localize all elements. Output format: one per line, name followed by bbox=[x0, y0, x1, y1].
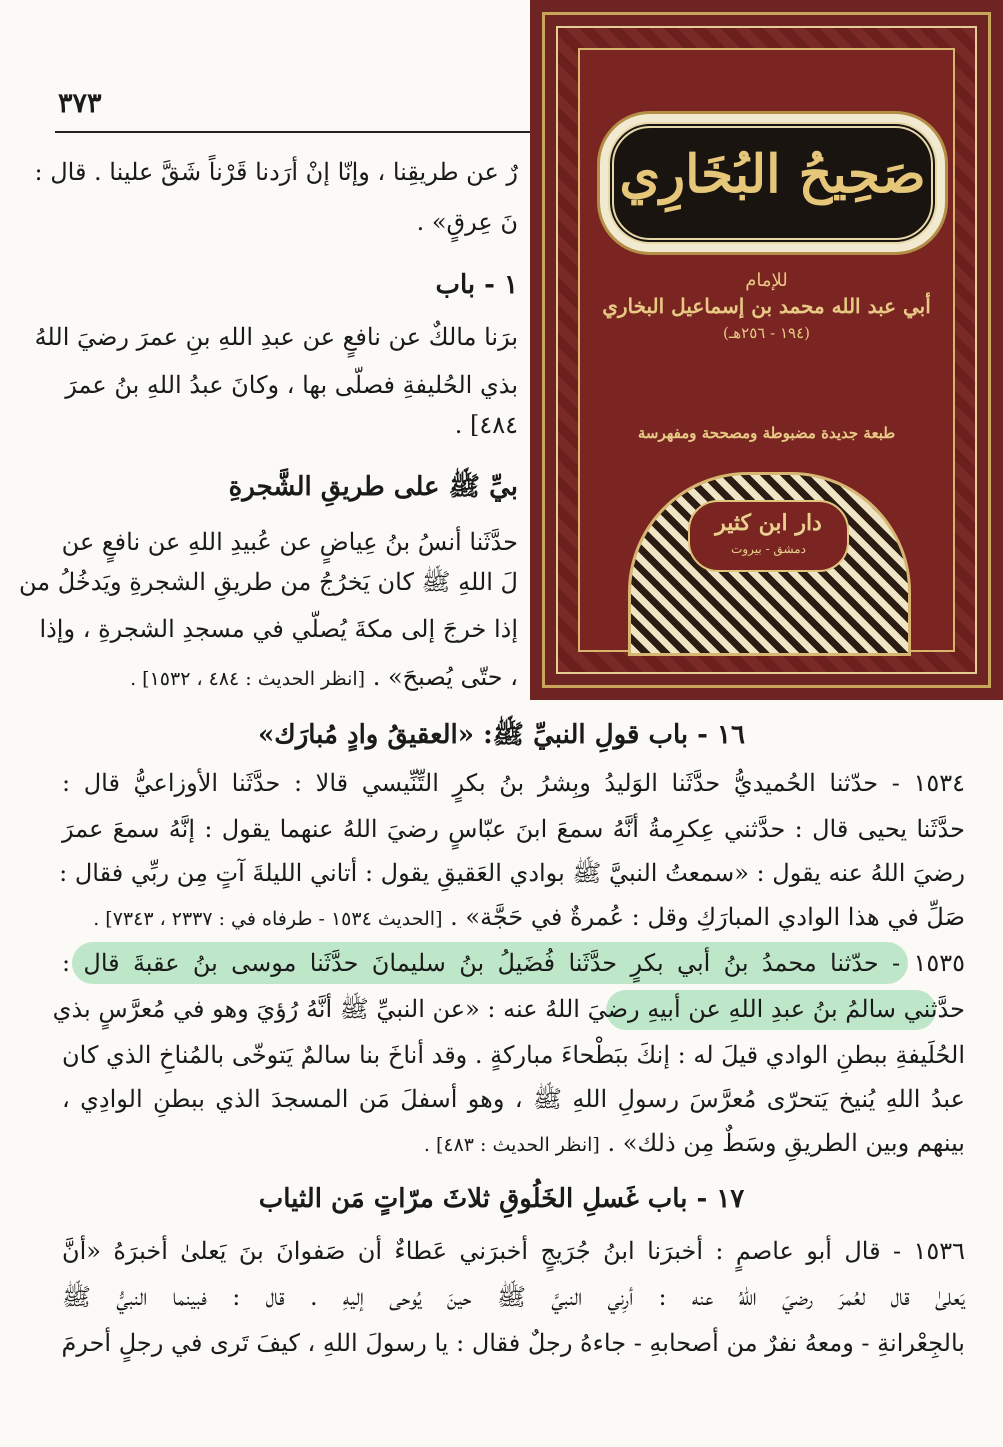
cover-publisher-plaque bbox=[688, 500, 849, 572]
text-line: ١٥٣٦ - قال أبو عاصمٍ : أخبرَنا ابنُ جُرَيجٍ أخبرَني عَطاءٌ أن صَفوانَ بنَ يَعلىٰ أخبرَهُ «أنَّ bbox=[62, 1237, 965, 1265]
chapter-heading-16: ١٦ - باب قولِ النبيِّ ﷺ: «العقيقُ وادٍ مُبارَك» bbox=[258, 720, 745, 750]
text-line: ١٥٣٤ - حدّثنا الحُميديُّ حدَّثَنا الوَليدُ وبِشرُ بنُ بكرٍ التِّنِّيسي قالا : حدَّثَنا الأوزاعيُّ قال : bbox=[62, 769, 965, 797]
text-line: بالجِعْرانةِ - ومعهُ نفرٌ من أصحابهِ - جاءهُ رجلٌ فقال : يا رسولَ اللهِ ، كيفَ تَرى في رجلٍ أحرمَ bbox=[61, 1329, 965, 1357]
text-line: بذي الحُليفةِ فصلّى بها ، وكانَ عبدُ اللهِ بنُ عمرَ bbox=[65, 371, 518, 399]
hadith-reference: [انظر الحديث : ٤٨٣] . bbox=[423, 1134, 600, 1156]
text-line: رضيَ اللهُ عنه يقول : «سمعتُ النبيَّ ﷺ بوادي العَقيقِ يقول : أتاني الليلةَ آتٍ مِن ربِّي فقال : bbox=[59, 859, 965, 887]
text-line: ٤٨٤] . bbox=[454, 411, 518, 439]
text-line: يَعلىٰ قال لعُمرَ رضيَ اللهُ عنه : أرِني النبيَّ ﷺ حينَ يُوحى إليهِ . قال : فبينما النبيُّ ﷺ bbox=[62, 1283, 965, 1311]
text-line: حدَّثَنا أنسُ بنُ عِياضٍ عن عُبيدِ اللهِ عن نافعٍ عن bbox=[61, 528, 518, 556]
cover-publisher: دار ابن كثير bbox=[715, 510, 822, 536]
text-line: حدَّثَنا يحيى قال : حدَّثني عِكرِمةُ أنَّهُ سمعَ ابنَ عبّاسٍ رضيَ اللهُ عنهما يقول : إنَّهُ سمعَ عمرَ bbox=[62, 815, 965, 843]
text-line: ١٥٣٥ - حدّثنا محمدُ بنُ أبي بكرٍ حدَّثَنا فُضَيلُ بنُ سليمانَ حدَّثَنا موسى بنُ عقبةَ قال : bbox=[62, 949, 965, 977]
text-line: الحُلَيفةِ ببطنِ الوادي قيلَ له : إنكَ ببَطْحاءَ مباركةٍ . وقد أناخَ بنا سالمٌ يَتوخّى بالمُناخِ الذي كان bbox=[62, 1041, 965, 1069]
chapter-heading-17: ١٧ - باب غَسلِ الخَلُوقِ ثلاثَ مرّاتٍ مَن الثياب bbox=[258, 1184, 745, 1214]
header-rule bbox=[55, 131, 545, 133]
cover-edition: طبعة جديدة مضبوطة ومصححة ومفهرسة bbox=[637, 424, 896, 442]
cover-publisher-city: دمشق - بيروت bbox=[731, 542, 806, 556]
chapter-heading: ١ - باب bbox=[435, 270, 518, 300]
text-line bbox=[424, 1126, 965, 1162]
text-line bbox=[93, 900, 965, 936]
cover-years: (١٩٤ - ٢٥٦هـ) bbox=[723, 324, 810, 342]
cover-author-name: أبي عبد الله محمد بن إسماعيل البخاري bbox=[602, 294, 931, 318]
hadith-reference: [الحديث ١٥٣٤ - طرفاه في : ٢٣٣٧ ، ٧٣٤٣] . bbox=[93, 908, 443, 930]
text-line: رٌ عن طريقِنا ، وإنّا إنْ أرَدنا قَرْناً شَقَّ علينا . قال : bbox=[34, 158, 518, 186]
text-fragment: بينهم وبين الطريقِ وسَطٌ مِن ذلك» . bbox=[607, 1129, 965, 1157]
text-line: عبدُ اللهِ يُنيخ يَتحرّى مُعرَّسَ رسولِ اللهِ ﷺ ، وهو أسفلَ مَن المسجدَ الذي ببطنِ الوادِي ، bbox=[62, 1085, 965, 1113]
text-line: حدَّثني سالمُ بنُ عبدِ اللهِ عن أبيهِ رضيَ اللهُ عنه : «عن النبيِّ ﷺ أنَّهُ رُؤيَ وهو في مُعرَّسٍ بذي bbox=[52, 995, 965, 1023]
hadith-reference: [انظر الحديث : ٤٨٤ ، ١٥٣٢] . bbox=[130, 668, 366, 690]
book-cover-image bbox=[530, 0, 1003, 700]
page-number: ٣٧٣ bbox=[58, 88, 102, 119]
cover-author-prefix: للإمام bbox=[745, 270, 788, 291]
text-line: لَ اللهِ ﷺ كان يَخرُجُ من طريقِ الشجرةِ ويَدخُلُ من bbox=[18, 568, 518, 596]
chapter-heading: بيِّ ﷺ على طريقِ الشَّجرةِ bbox=[228, 472, 518, 502]
text-fragment: صَلِّ في هذا الوادي المبارَكِ وقل : عُمرةٌ في حَجَّة» . bbox=[450, 903, 965, 931]
cover-title: صَحِيحُ البُخَارِي bbox=[619, 144, 926, 205]
text-line: إذا خرجَ إلى مكةَ يُصلّي في مسجدِ الشجرةِ ، وإذا bbox=[39, 615, 518, 643]
text-line: برَنا مالكٌ عن نافعٍ عن عبدِ اللهِ بنِ عمرَ رضيَ اللهُ bbox=[34, 323, 518, 351]
cover-title-plaque bbox=[608, 122, 937, 244]
text-line: نَ عِرقٍ» . bbox=[416, 208, 518, 236]
text-line bbox=[130, 660, 518, 696]
text-fragment: ، حتّى يُصبحَ» . bbox=[372, 663, 518, 691]
